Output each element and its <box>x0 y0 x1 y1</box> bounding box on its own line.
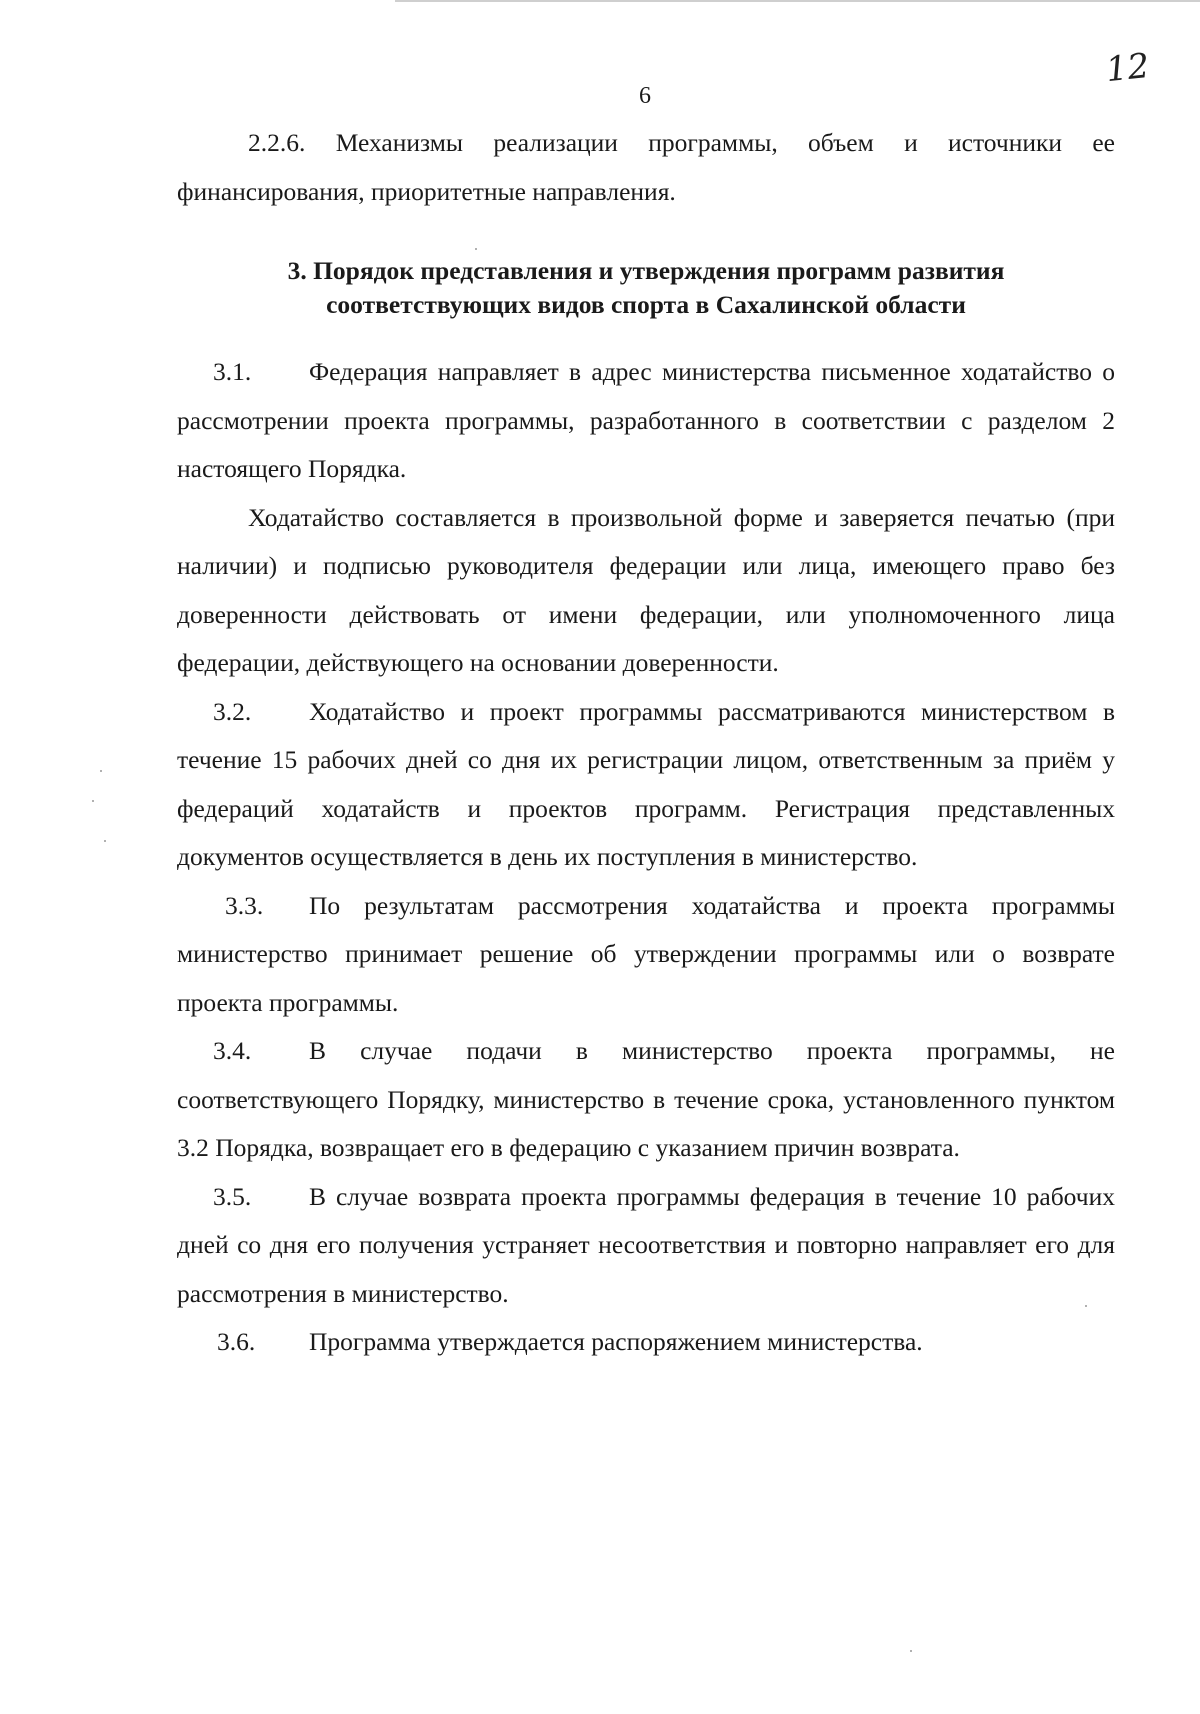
clause-number: 3.1. <box>213 357 252 386</box>
top-scan-rule <box>395 0 1200 2</box>
document-body <box>177 119 1115 1367</box>
page-number: 6 <box>639 83 651 109</box>
clause-3-6 <box>177 1318 1115 1367</box>
clause-text: В случае подачи в министерство проекта программы, не соответствующего Порядку, министерство в течение срока, установленного пунктом 3.2 Порядка, возвращает его в федерацию с указанием причин возврата. <box>177 1036 1115 1162</box>
intro-paragraph: 2.2.6. Механизмы реализации программы, объем и источники ее финансирования, приоритетные направления. <box>177 128 1115 206</box>
clause-text: Ходатайство и проект программы рассматриваются министерством в течение 15 рабочих дней со дня их регистрации лицом, ответственным за приём у федераций ходатайств и проектов программ. Регистрация представленных документов осуществляется в день их поступления в министерство. <box>177 696 1115 871</box>
clause-number: 3.2. <box>213 696 252 726</box>
clause-3-2 <box>177 688 1115 882</box>
clause-3-1-paragraph-2: Ходатайство составляется в произвольной форме и заверяется печатью (при наличии) и подписью руководителя федерации или лица, имеющего право без доверенности действовать от имени федерации, или уполномоченного лица федерации, действующего на основании доверенности. <box>177 502 1115 677</box>
clause-text: В случае возврата проекта программы федерация в течение 10 рабочих дней со дня его получения устраняет несоответствия и повторно направляет его для рассмотрения в министерство. <box>177 1181 1115 1308</box>
handwritten-page-number: 12 <box>1104 45 1152 91</box>
scan-speck <box>475 248 477 250</box>
clause-3-1 <box>177 348 1115 494</box>
scan-speck <box>92 800 94 802</box>
scan-speck <box>910 1650 912 1652</box>
clause-3-5 <box>177 1173 1115 1319</box>
clause-number: 3.5. <box>213 1181 252 1211</box>
scan-speck <box>104 840 106 842</box>
section-heading <box>177 254 1115 322</box>
section-heading-line-2: соответствующих видов спорта в Сахалинской области <box>326 290 966 319</box>
clause-number: 3.3. <box>225 890 264 920</box>
scan-speck <box>100 770 102 772</box>
clause-number: 3.4. <box>213 1036 252 1065</box>
clause-3-4 <box>177 1027 1115 1173</box>
clause-number: 3.6. <box>217 1327 256 1356</box>
scan-speck <box>1085 1305 1087 1307</box>
clause-3-3 <box>177 882 1115 1028</box>
clause-text: Федерация направляет в адрес министерства письменное ходатайство о рассмотрении проекта программы, разработанного в соответствии с разделом 2 настоящего Порядка. <box>177 357 1115 483</box>
section-heading-line-1: 3. Порядок представления и утверждения программ развития <box>287 256 1005 285</box>
clause-text: По результатам рассмотрения ходатайства и проекта программы министерство принимает решение об утверждении программы или о возврате проекта программы. <box>177 890 1115 1017</box>
clause-text: Программа утверждается распоряжением министерства. <box>309 1327 923 1356</box>
